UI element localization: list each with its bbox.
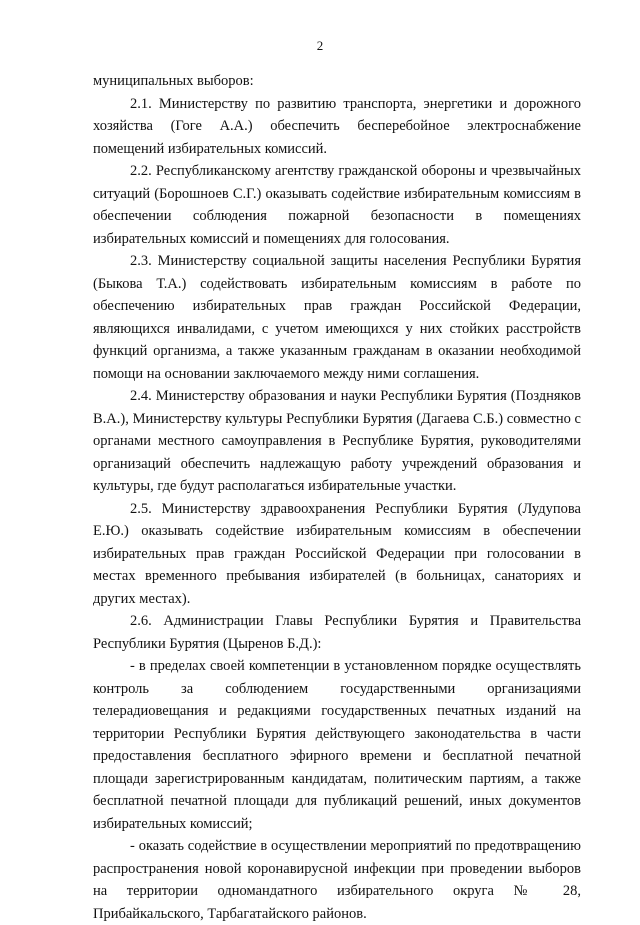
paragraph-2-2: 2.2. Республиканскому агентству гражданской обороны и чрезвычайных ситуаций (Борошноев С.Г.) оказывать содействие избирательным комиссиям в обеспечении соблюдения пожарной безопасности в помещениях избирательных комиссий и помещениях для голосования.: [93, 163, 581, 247]
paragraph-2-4: 2.4. Министерству образования и науки Республики Бурятия (Поздняков В.А.), Министерству культуры Республики Бурятия (Дагаева С.Б.) совместно с органами местного самоуправления в Республике Бурятия, руководителями организаций обеспечить надлежащую работу учреждений образования и культуры, где будут располагаться избирательные участки.: [93, 388, 581, 494]
paragraph-2-5: 2.5. Министерству здравоохранения Республики Бурятия (Лудупова Е.Ю.) оказывать содействие избирательным комиссиям в обеспечении избирательных прав граждан Российской Федерации при голосовании в местах временного пребывания избирателей (в больницах, санаториях и других местах).: [93, 500, 581, 607]
paragraph-2-3: 2.3. Министерству социальной защиты населения Республики Бурятия (Быкова Т.А.) содействовать избирательным комиссиям в работе по обеспечению избирательных прав граждан Российской Федерации, являющихся инвалидами, с учетом имеющихся у них стойких расстройств функций организма, а также указанным гражданам в оказании необходимой помощи на основании заключаемого между ними соглашения.: [93, 253, 581, 382]
paragraph-2-6: 2.6. Администрации Главы Республики Бурятия и Правительства Республики Бурятия (Цыренов Б.Д.):: [93, 613, 581, 652]
document-body: [93, 70, 581, 925]
paragraph-continuation: муниципальных выборов:: [93, 73, 254, 89]
page-number: 2: [316, 38, 324, 53]
paragraph-2-6-item-1: - в пределах своей компетенции в установленном порядке осуществлять контроль за соблюдением государственными организациями телерадиовещания и редакциями государственных печатных изданий на территории Республики Бурятия действующего законодательства в части предоставления бесплатного эфирного времени и бесплатной печатной площади зарегистрированным кандидатам, политическим партиям, а также бесплатной печатной площади для публикаций решений, иных документов избирательных комиссий;: [93, 658, 581, 832]
paragraph-2-1: 2.1. Министерству по развитию транспорта, энергетики и дорожного хозяйства (Гоге А.А.) обеспечить бесперебойное электроснабжение помещений избирательных комиссий.: [93, 95, 581, 157]
paragraph-2-6-item-2: - оказать содействие в осуществлении мероприятий по предотвращению распространения новой коронавирусной инфекции при проведении выборов на территории одномандатного избирательного округа № 28, Прибайкальского, Тарбагатайского районов.: [93, 838, 581, 922]
